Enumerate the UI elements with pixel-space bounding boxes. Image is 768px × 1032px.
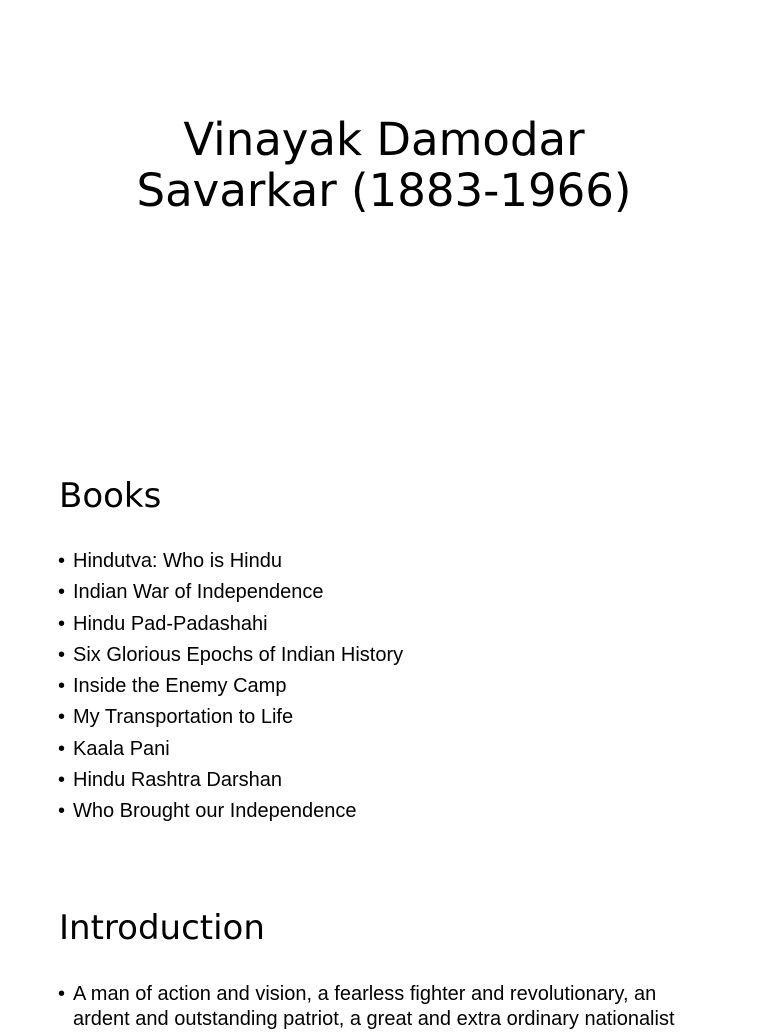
bullet-icon: • (58, 737, 66, 760)
introduction-heading: Introduction (59, 908, 265, 948)
bullet-icon: • (58, 550, 66, 572)
introduction-text: A man of action and vision, a fearless fighter and revolutionary, an ardent and outstanding patriot, a great and extra ordinary nationalist (73, 983, 675, 1030)
bullet-icon: • (58, 612, 66, 635)
book-title: Hindu Pad-Padashahi (73, 612, 268, 635)
introduction-list (58, 982, 708, 1032)
book-title: Hindutva: Who is Hindu (73, 550, 282, 572)
list-item (58, 640, 708, 671)
bullet-icon: • (58, 769, 66, 792)
bullet-icon: • (58, 706, 66, 729)
list-item (58, 796, 708, 827)
list-item (58, 765, 708, 796)
list-item (58, 671, 708, 702)
bullet-icon: • (58, 800, 66, 823)
book-title: Hindu Rashtra Darshan (73, 769, 282, 792)
list-item (58, 546, 708, 577)
list-item (58, 577, 708, 608)
book-title: Who Brought our Independence (73, 800, 357, 823)
books-list (58, 546, 708, 828)
title-line-2: Savarkar (1883-1966) (136, 164, 632, 217)
book-title: Inside the Enemy Camp (73, 675, 287, 698)
book-title: Kaala Pani (73, 737, 170, 760)
title-line-1: Vinayak Damodar (183, 113, 585, 166)
list-item (58, 609, 708, 640)
bullet-icon: • (58, 983, 66, 1005)
list-item (58, 982, 708, 1032)
book-title: Six Glorious Epochs of Indian History (73, 643, 404, 666)
page-title (0, 114, 768, 216)
bullet-icon: • (58, 643, 66, 666)
list-item (58, 702, 708, 733)
bullet-icon: • (58, 581, 66, 604)
list-item (58, 734, 708, 765)
book-title: My Transportation to Life (73, 706, 294, 729)
bullet-icon: • (58, 675, 66, 698)
book-title: Indian War of Independence (73, 581, 324, 604)
books-heading: Books (59, 476, 162, 516)
